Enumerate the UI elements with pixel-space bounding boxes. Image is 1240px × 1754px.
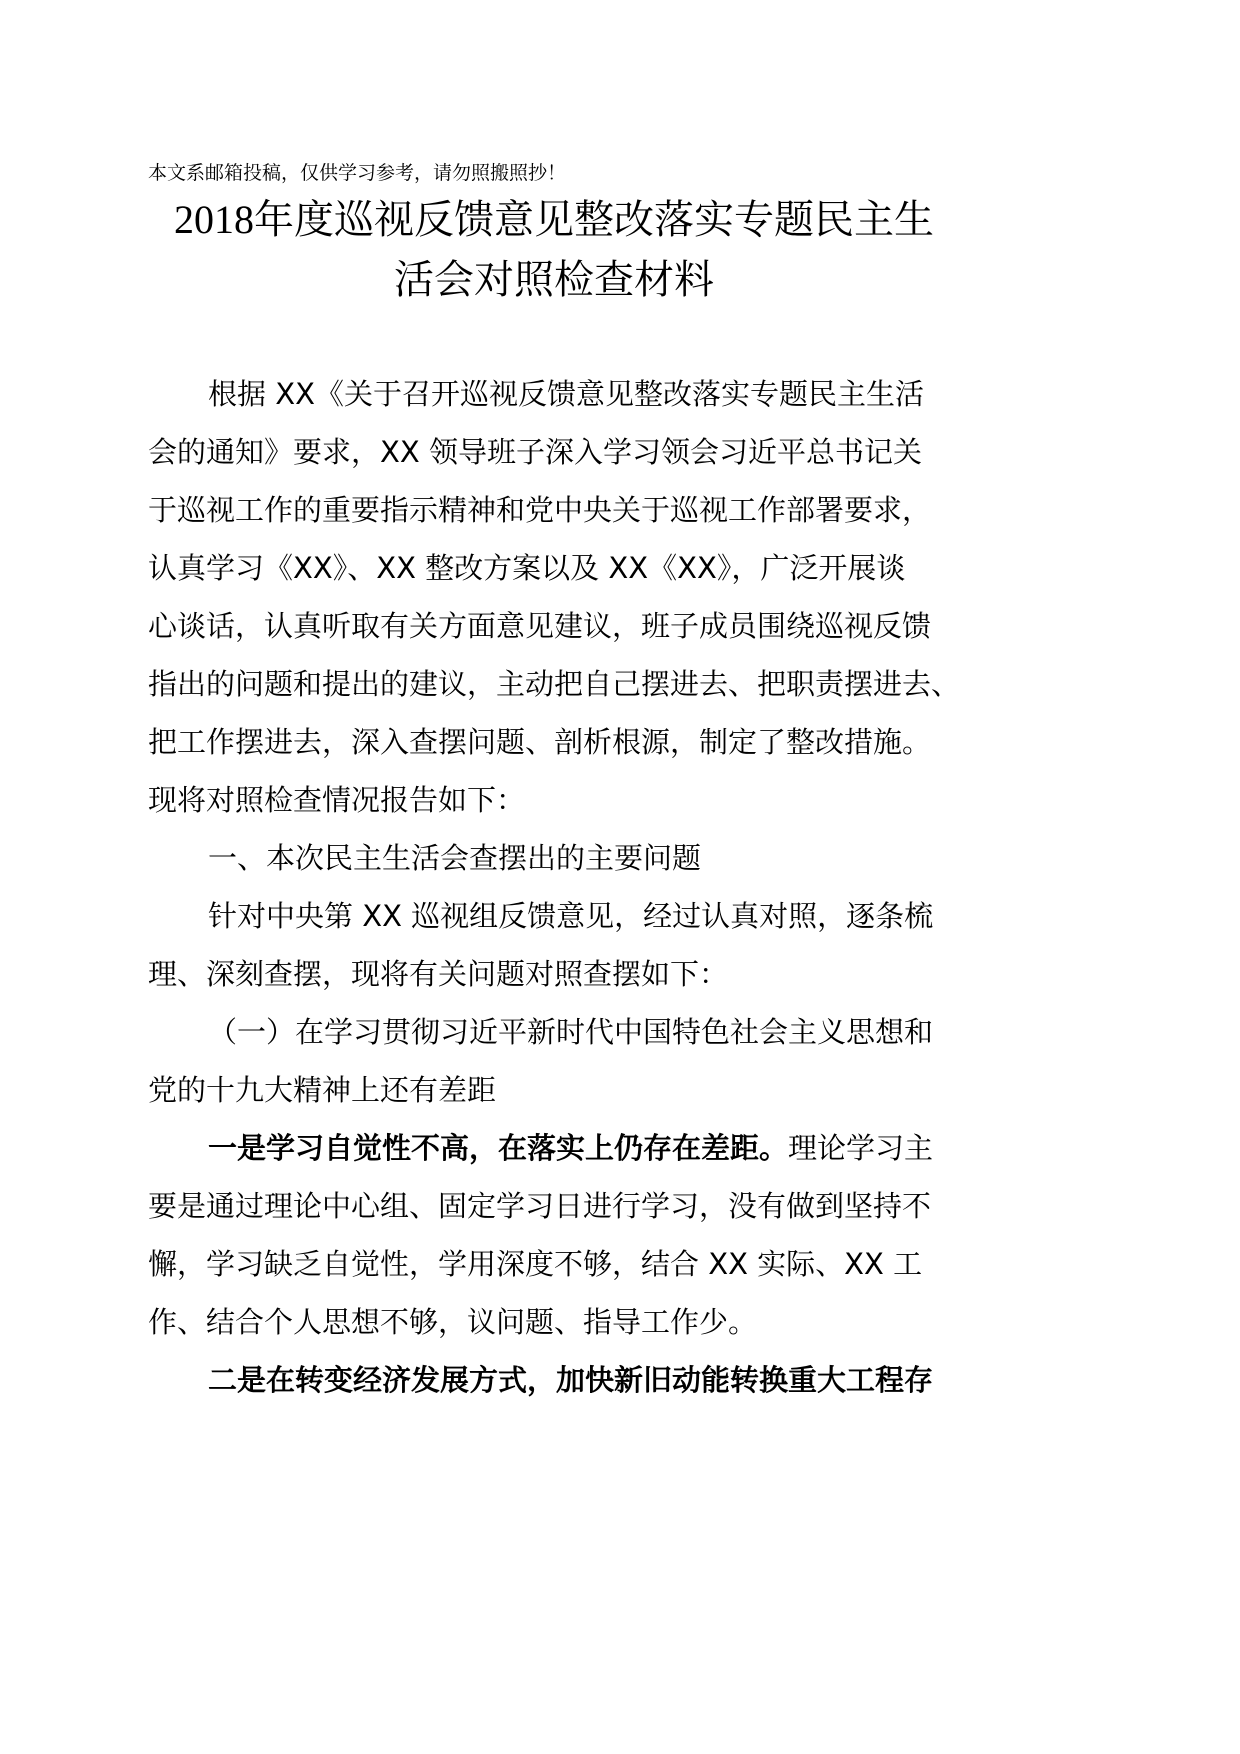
paragraph-line	[148, 1235, 922, 1293]
line-text: 根据 XX《关于召开巡视反馈意见整改落实专题民主生活	[208, 377, 924, 411]
paragraph-line	[148, 539, 905, 597]
title-text: 年度巡视反馈意见整改落实专题民主生	[254, 197, 934, 243]
paragraph-line	[148, 423, 922, 481]
line-text: 心谈话，认真听取有关方面意见建议，班子成员围绕巡视反馈	[148, 609, 932, 643]
bold-lead-text: 二是在转变经济发展方式，加快新旧动能转换重大工程存	[208, 1363, 934, 1397]
paragraph-line	[208, 365, 924, 423]
line-text: 把工作摆进去，深入查摆问题、剖析根源，制定了整改措施。	[148, 725, 932, 759]
paragraph-line	[148, 655, 960, 713]
paragraph-line	[208, 1351, 933, 1409]
line-text: 指出的问题和提出的建议，主动把自己摆进去、把职责摆进去、	[148, 667, 961, 701]
paragraph-line	[208, 829, 701, 887]
paragraph-line	[148, 1061, 496, 1119]
document-title-line-1	[148, 190, 960, 250]
line-text: 认真学习《XX》、XX 整改方案以及 XX《XX》，广泛开展谈	[148, 551, 906, 585]
paragraph-line	[148, 1177, 931, 1235]
line-text: 要是通过理论中心组、固定学习日进行学习，没有做到坚持不	[148, 1189, 932, 1223]
line-text: 针对中央第 XX 巡视组反馈意见，经过认真对照，逐条梳	[208, 899, 934, 933]
paragraph-line	[208, 1119, 933, 1177]
line-text: 理论学习主	[788, 1131, 934, 1165]
paragraph-line	[148, 945, 728, 1003]
line-text: 理、深刻查摆，现将有关问题对照查摆如下：	[148, 957, 729, 991]
paragraph-line	[148, 771, 525, 829]
line-text: 于巡视工作的重要指示精神和党中央关于巡视工作部署要求，	[148, 493, 932, 527]
document-title-line-2: 活会对照检查材料	[394, 257, 714, 303]
line-text: 作、结合个人思想不够，议问题、指导工作少。	[148, 1305, 758, 1339]
paragraph-line	[148, 597, 931, 655]
paragraph-line	[208, 887, 933, 945]
title-year: 2018	[174, 197, 254, 242]
copy-notice: 本文系邮箱投稿，仅供学习参考，请勿照搬照抄！	[148, 162, 567, 184]
line-text: 一、本次民主生活会查摆出的主要问题	[208, 841, 702, 875]
line-text: 懈，学习缺乏自觉性，学用深度不够，结合 XX 实际、XX 工	[148, 1247, 923, 1281]
paragraph-line	[148, 481, 931, 539]
line-text: 现将对照检查情况报告如下：	[148, 783, 526, 817]
line-text: 党的十九大精神上还有差距	[148, 1073, 497, 1107]
line-text: （一）在学习贯彻习近平新时代中国特色社会主义思想和	[208, 1015, 934, 1049]
paragraph-line	[208, 1003, 933, 1061]
bold-lead-text: 一是学习自觉性不高，在落实上仍存在差距。	[208, 1131, 789, 1165]
paragraph-line	[148, 713, 931, 771]
line-text: 会的通知》要求，XX 领导班子深入学习领会习近平总书记关	[148, 435, 922, 469]
paragraph-line	[148, 1293, 757, 1351]
